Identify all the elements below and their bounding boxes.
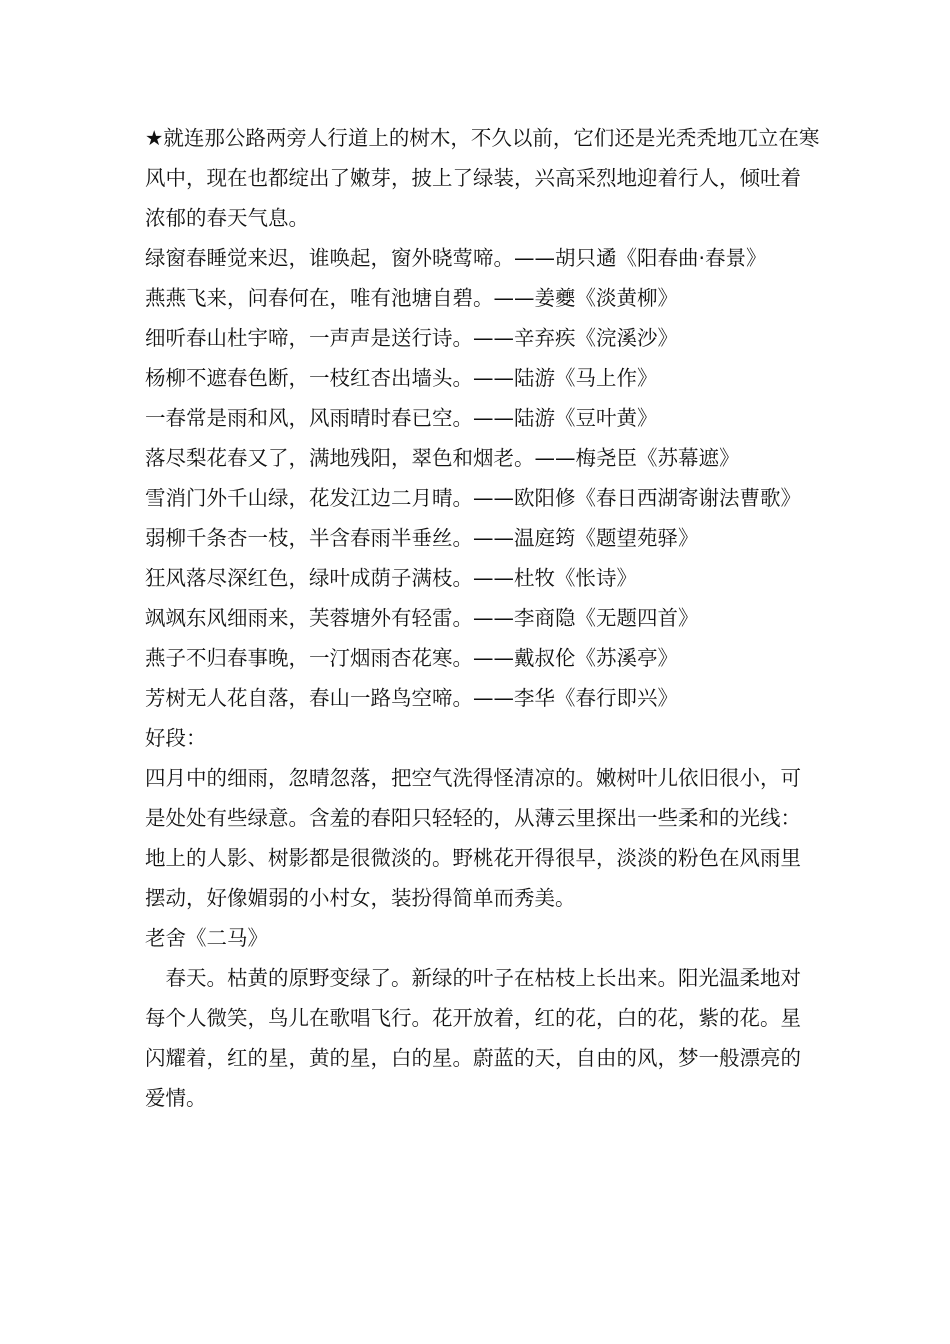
quote-line: 杨柳不遮春色断，一枝红杏出墙头。——陆游《马上作》 bbox=[145, 366, 658, 390]
paragraph-april-rain: 四月中的细雨，忽晴忽落，把空气洗得怪清凉的。嫩树叶儿依旧很小，可是处处有些绿意。含羞的春阳只轻轻的，从薄云里探出一些柔和的光线：地上的人影、树影都是很微淡的。野桃花开得很早，淡淡的粉色在风雨里摆动，好像媚弱的小村女，装扮得简单而秀美。 bbox=[145, 766, 801, 910]
quote-line: 狂风落尽深红色，绿叶成荫子满枝。——杜牧《怅诗》 bbox=[145, 566, 637, 590]
quote-line: 绿窗春睡觉来迟，谁唤起，窗外晓莺啼。——胡只遹《阳春曲·春景》 bbox=[145, 246, 767, 270]
paragraph-spring: 春天。枯黄的原野变绿了。新绿的叶子在枯枝上长出来。阳光温柔地对每个人微笑，鸟儿在歌唱飞行。花开放着，红的花，白的花，紫的花。星闪耀着，红的星，黄的星，白的星。蔚蓝的天，自由的风，梦一般漂亮的爱情。 bbox=[145, 966, 801, 1110]
quote-line: 芳树无人花自落，春山一路鸟空啼。——李华《春行即兴》 bbox=[145, 686, 678, 710]
quote-line: 落尽梨花春又了，满地残阳，翠色和烟老。——梅尧臣《苏幕遮》 bbox=[145, 446, 740, 470]
quote-line: 一春常是雨和风，风雨晴时春已空。——陆游《豆叶黄》 bbox=[145, 406, 658, 430]
quote-line: 细听春山杜宇啼，一声声是送行诗。——辛弃疾《浣溪沙》 bbox=[145, 326, 678, 350]
quote-line: 雪消门外千山绿，花发江边二月晴。——欧阳修《春日西湖寄谢法曹歌》 bbox=[145, 486, 801, 510]
document-page bbox=[145, 118, 820, 1118]
quote-line: 燕燕飞来，问春何在，唯有池塘自碧。——姜夔《淡黄柳》 bbox=[145, 286, 678, 310]
paragraph-trees: ★就连那公路两旁人行道上的树木，不久以前，它们还是光秃秃地兀立在寒风中，现在也都绽出了嫩芽，披上了绿装，兴高采烈地迎着行人，倾吐着浓郁的春天气息。 bbox=[145, 126, 820, 230]
quote-line: 燕子不归春事晚，一汀烟雨杏花寒。——戴叔伦《苏溪亭》 bbox=[145, 646, 678, 670]
quote-line: 弱柳千条杏一枝，半含春雨半垂丝。——温庭筠《题望苑驿》 bbox=[145, 526, 699, 550]
quote-line: 飒飒东风细雨来，芙蓉塘外有轻雷。——李商隐《无题四首》 bbox=[145, 606, 699, 630]
source-attribution: 老舍《二马》 bbox=[145, 926, 268, 950]
section-heading: 好段： bbox=[145, 726, 207, 750]
